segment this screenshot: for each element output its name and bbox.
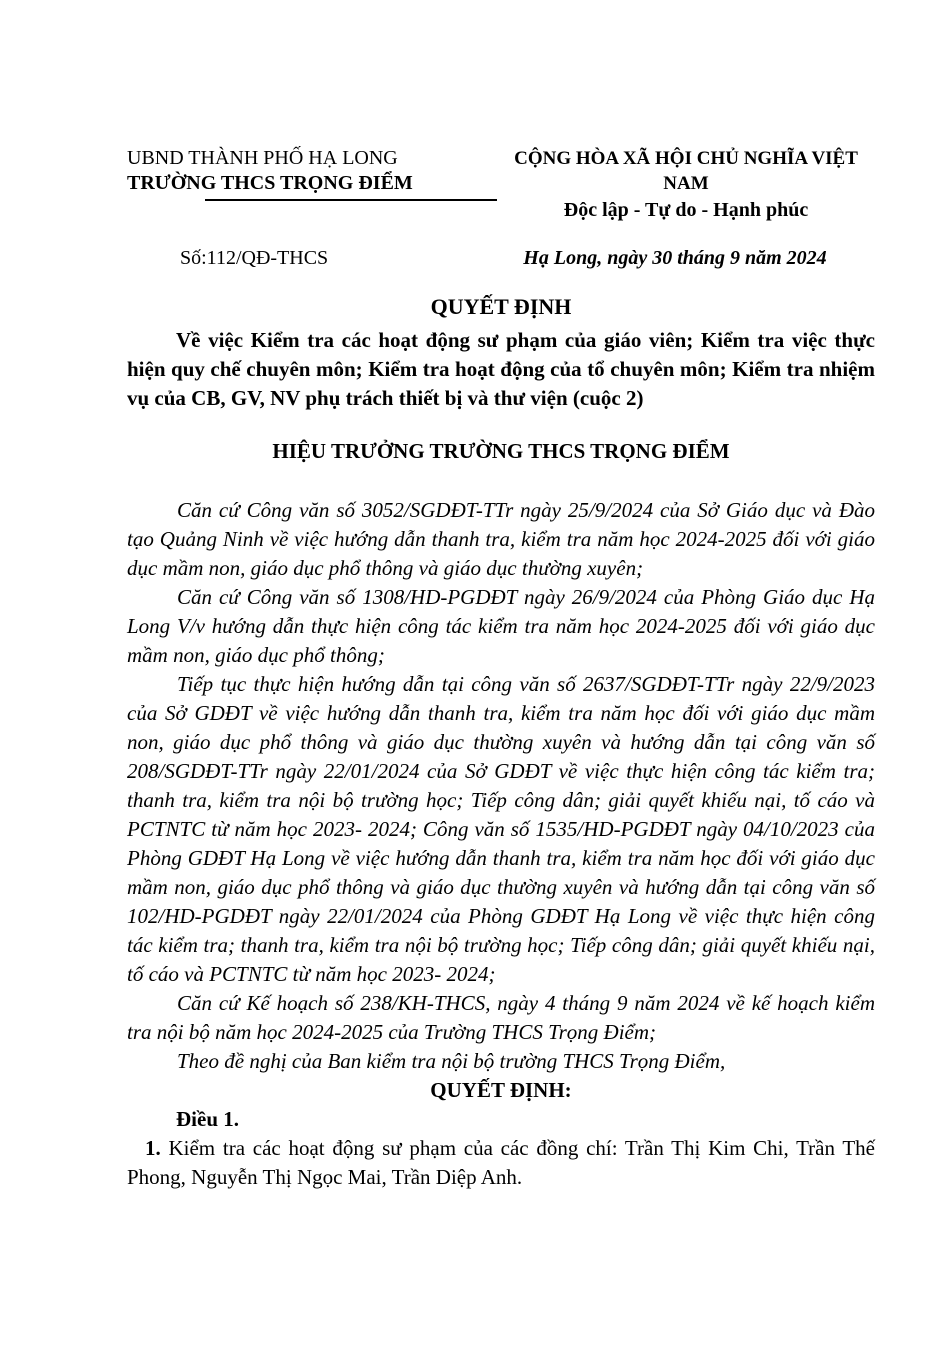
preamble-paragraph: Căn cứ Công văn số 3052/SGDĐT-TTr ngày 25/9/2024 của Sở Giáo dục và Đào tạo Quảng Ninh về việc hướng dẫn thanh tra, kiểm tra năm học 2024-2025 đối với giáo dục mầm non, giáo dục phổ thông và giáo dục thường xuyên; [127,498,875,580]
org-parent-name: UBND THÀNH PHỐ HẠ LONG [127,147,398,169]
preamble-paragraph: Theo đề nghị của Ban kiểm tra nội bộ trường THCS Trọng Điểm, [177,1049,726,1073]
preamble-paragraph: Tiếp tục thực hiện hướng dẫn tại công văn số 2637/SGDĐT-TTr ngày 22/9/2023 của Sở GDĐT về việc hướng dẫn thanh tra, kiểm tra năm học đối với giáo dục mầm non, giáo dục phổ thông và giáo dục thường xuyên và hướng dẫn tại công văn số 208/SGDĐT-TTr ngày 22/01/2024 của Sở GDĐT về việc thực hiện công tác kiểm tra; thanh tra, kiểm tra nội bộ trường học; Tiếp công dân; giải quyết khiếu nại, tố cáo và PCTNTC từ năm học 2023- 2024; Công văn số 1535/HD-PGDĐT ngày 04/10/2023 của Phòng GDĐT Hạ Long về việc hướng dẫn thanh tra, kiểm tra năm học đối với giáo dục mầm non, giáo dục phổ thông và giáo dục thường xuyên và hướng dẫn tại công văn số 102/HD-PGDĐT ngày 22/01/2024 của Phòng GDĐT Hạ Long về việc thực hiện công tác kiểm tra; thanh tra, kiểm tra nội bộ trường học; Tiếp công dân; giải quyết khiếu nại, tố cáo và PCTNTC từ năm học 2023- 2024; [127,672,875,986]
document-number: Số:112/QĐ-THCS [180,247,329,269]
preamble-paragraph: Căn cứ Kế hoạch số 238/KH-THCS, ngày 4 tháng 9 năm 2024 về kế hoạch kiểm tra nội bộ năm học 2024-2025 của Trường THCS Trọng Điểm; [127,991,875,1044]
national-title: CỘNG HÒA XÃ HỘI CHỦ NGHĨA VIỆT NAM [514,148,858,194]
article-1-heading: Điều 1. [176,1107,239,1131]
document-subheader [127,247,875,270]
national-header-block [497,146,875,223]
preamble-paragraph: Căn cứ Công văn số 1308/HD-PGDĐT ngày 26/9/2024 của Phòng Giáo dục Hạ Long V/v hướng dẫn thực hiện công tác kiểm tra năm học 2024-2025 đối với giáo dục mầm non, giáo dục phổ thông; [127,585,875,667]
article-1-item-number: 1. [145,1136,161,1160]
article-1-item-text: Kiểm tra các hoạt động sư phạm của các đồng chí: Trần Thị Kim Chi, Trần Thế Phong, Nguyễn Thị Ngọc Mai, Trần Diệp Anh. [127,1136,875,1189]
org-divider-line [205,199,497,201]
national-motto: Độc lập - Tự do - Hạnh phúc [563,199,809,221]
issuing-authority: HIỆU TRƯỞNG TRƯỜNG THCS TRỌNG ĐIỂM [272,439,730,463]
issuing-org-block [127,146,497,201]
article-1-item [127,1134,875,1192]
document-header [127,146,875,223]
place-date-line: Hạ Long, ngày 30 tháng 9 năm 2024 [523,247,827,269]
decision-title: QUYẾT ĐỊNH [430,294,572,319]
document-body [127,496,875,1192]
org-school-name: TRƯỜNG THCS TRỌNG ĐIỂM [127,172,413,194]
decision-subject: Về việc Kiểm tra các hoạt động sư phạm của giáo viên; Kiểm tra việc thực hiện quy chế chuyên môn; Kiểm tra hoạt động của tổ chuyên môn; Kiểm tra nhiệm vụ của CB, GV, NV phụ trách thiết bị và thư viện (cuộc 2) [127,328,875,410]
decision-heading: QUYẾT ĐỊNH: [430,1078,572,1102]
